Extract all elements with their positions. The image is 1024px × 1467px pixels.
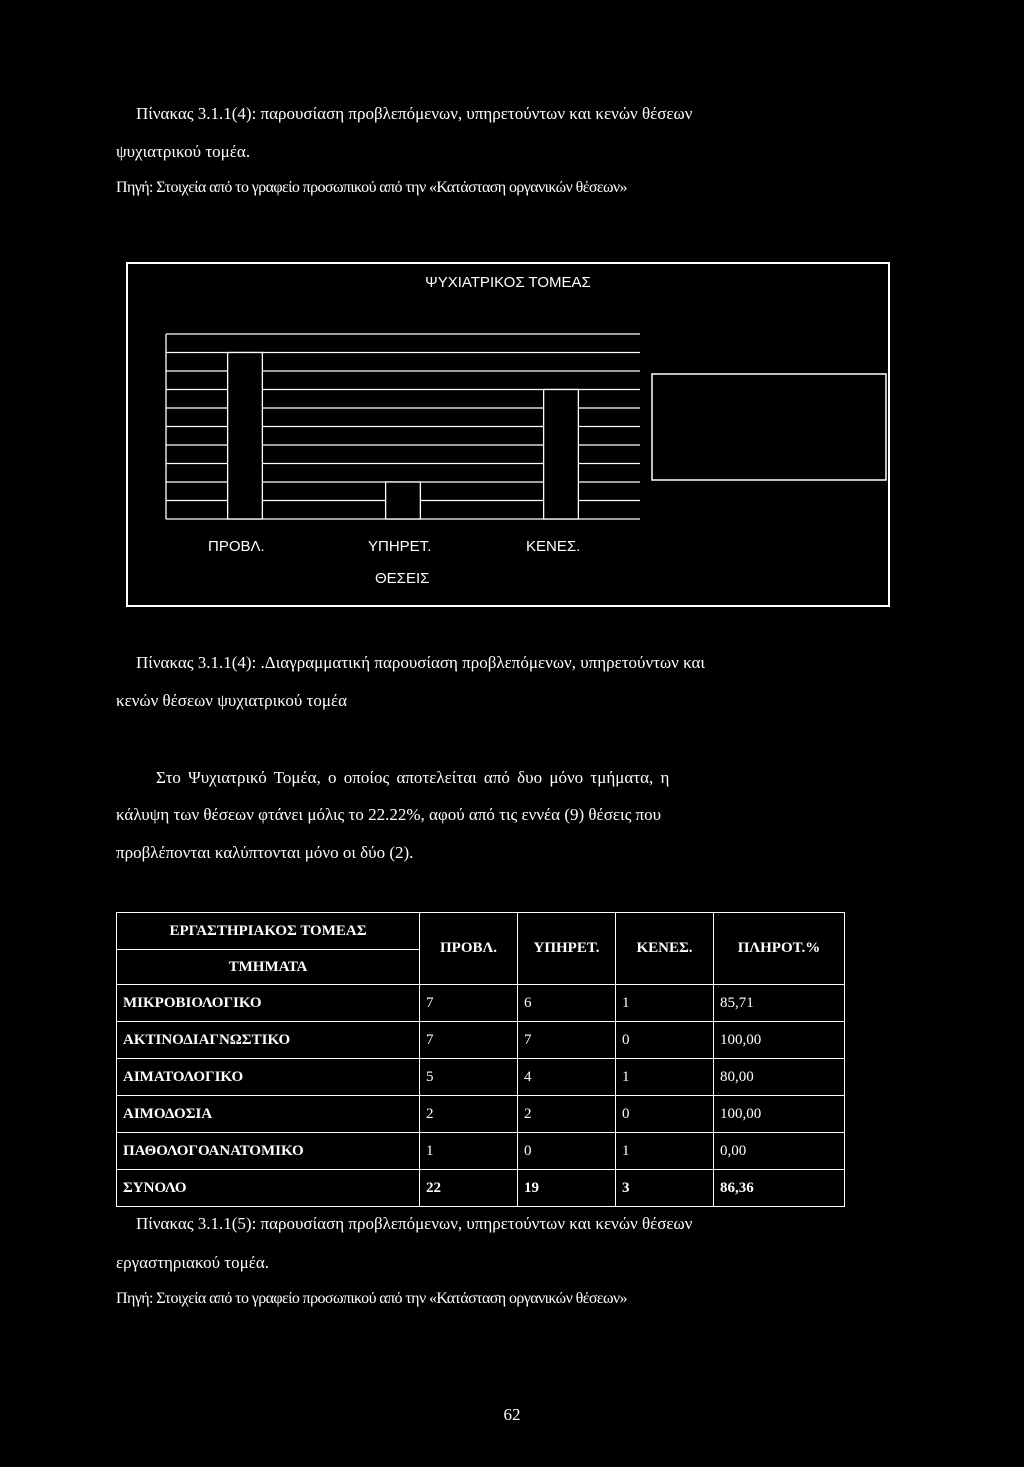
- cell-prov: 2: [420, 1096, 518, 1133]
- total-kenes: 3: [616, 1170, 714, 1207]
- col-header-plir: ΠΛΗΡΟΤ.%: [714, 913, 845, 985]
- chart-title: ΨΥΧΙΑΤΡΙΚΟΣ ΤΟΜΕΑΣ: [425, 274, 591, 291]
- chart-bar: [544, 390, 579, 520]
- col-header-kenes: ΚΕΝΕΣ.: [616, 913, 714, 985]
- cell-kenes: 1: [616, 1133, 714, 1170]
- lab-sector-table: [116, 912, 845, 1207]
- paragraph-line-1: Στο Ψυχιατρικό Τομέα, ο οποίος αποτελείται από δυο μόνο τμήματα, η: [156, 768, 670, 787]
- table-caption-1-cont: ψυχιατρικού τομέα.: [116, 142, 251, 161]
- row-name: ΜΙΚΡΟΒΙΟΛΟΓΙΚΟ: [117, 985, 420, 1022]
- chart-caption: Πίνακας 3.1.1(4): .Διαγραμματική παρουσίαση προβλεπόμενων, υπηρετούντων και: [136, 653, 705, 672]
- total-name: ΣΥΝΟΛΟ: [117, 1170, 420, 1207]
- cell-yphr: 7: [518, 1022, 616, 1059]
- cell-yphr: 2: [518, 1096, 616, 1133]
- chart-bar: [228, 353, 263, 520]
- cell-prov: 1: [420, 1133, 518, 1170]
- chart-bar: [386, 482, 421, 519]
- x-tick-label-kenes: ΚΕΝΕΣ.: [526, 538, 581, 555]
- table-row: [117, 1096, 845, 1133]
- paragraph-line-3: προβλέπονται καλύπτονται μόνο οι δύο (2).: [116, 843, 414, 862]
- total-yphr: 19: [518, 1170, 616, 1207]
- row-name: ΠΑΘΟΛΟΓΟΑΝΑΤΟΜΙΚΟ: [117, 1133, 420, 1170]
- table-header-title: ΕΡΓΑΣΤΗΡΙΑΚΟΣ ΤΟΜΕΑΣ: [117, 913, 420, 950]
- cell-yphr: 6: [518, 985, 616, 1022]
- table-row: [117, 1059, 845, 1096]
- table-row: [117, 1133, 845, 1170]
- psychiatric-chart: [126, 262, 890, 607]
- col-header-prov: ΠΡΟΒΛ.: [420, 913, 518, 985]
- paragraph-line-2: κάλυψη των θέσεων φτάνει μόλις το 22.22%, αφού από τις εννέα (9) θέσεις που: [116, 805, 662, 824]
- cell-plir: 100,00: [714, 1022, 845, 1059]
- cell-kenes: 0: [616, 1096, 714, 1133]
- cell-kenes: 1: [616, 1059, 714, 1096]
- chart-bars: [228, 353, 579, 520]
- table-total-row: [117, 1170, 845, 1207]
- x-axis-label: ΘΕΣΕΙΣ: [375, 570, 430, 587]
- cell-prov: 5: [420, 1059, 518, 1096]
- cell-plir: 100,00: [714, 1096, 845, 1133]
- cell-prov: 7: [420, 1022, 518, 1059]
- row-name: ΑΙΜΟΔΟΣΙΑ: [117, 1096, 420, 1133]
- cell-prov: 7: [420, 985, 518, 1022]
- x-tick-label-yphr: ΥΠΗΡΕΤ.: [368, 538, 432, 555]
- cell-kenes: 1: [616, 985, 714, 1022]
- cell-kenes: 0: [616, 1022, 714, 1059]
- chart-legend-box: [652, 374, 886, 480]
- row-name: ΑΚΤΙΝΟΔΙΑΓΝΩΣΤΙΚΟ: [117, 1022, 420, 1059]
- table-header-sub: ΤΜΗΜΑΤΑ: [117, 950, 420, 985]
- cell-plir: 0,00: [714, 1133, 845, 1170]
- table-caption-2: Πίνακας 3.1.1(5): παρουσίαση προβλεπόμενων, υπηρετούντων και κενών θέσεων: [136, 1214, 693, 1233]
- table-row: [117, 985, 845, 1022]
- source-note-1: Πηγή: Στοιχεία από το γραφείο προσωπικού από την «Κατάσταση οργανικών θέσεων»: [116, 179, 627, 196]
- source-note-2: Πηγή: Στοιχεία από το γραφείο προσωπικού από την «Κατάσταση οργανικών θέσεων»: [116, 1290, 627, 1307]
- row-name: ΑΙΜΑΤΟΛΟΓΙΚΟ: [117, 1059, 420, 1096]
- total-plir: 86,36: [714, 1170, 845, 1207]
- chart-caption-cont: κενών θέσεων ψυχιατρικού τομέα: [116, 691, 348, 710]
- cell-yphr: 0: [518, 1133, 616, 1170]
- table-caption-1: Πίνακας 3.1.1(4): παρουσίαση προβλεπόμενων, υπηρετούντων και κενών θέσεων: [136, 104, 693, 123]
- cell-yphr: 4: [518, 1059, 616, 1096]
- table-row: [117, 1022, 845, 1059]
- table-caption-2-cont: εργαστηριακού τομέα.: [116, 1253, 269, 1272]
- col-header-yphr: ΥΠΗΡΕΤ.: [518, 913, 616, 985]
- cell-plir: 80,00: [714, 1059, 845, 1096]
- page-number: 62: [503, 1405, 521, 1424]
- total-prov: 22: [420, 1170, 518, 1207]
- cell-plir: 85,71: [714, 985, 845, 1022]
- x-tick-label-prov: ΠΡΟΒΛ.: [208, 538, 265, 555]
